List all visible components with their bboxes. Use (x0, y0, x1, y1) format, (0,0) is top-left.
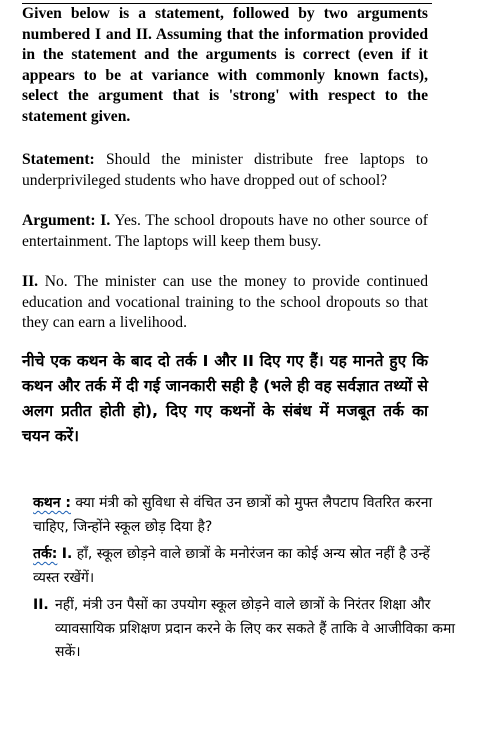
english-argument-1 (22, 211, 428, 252)
argument-2-label: II. (22, 273, 39, 290)
hindi-statement (33, 492, 443, 539)
statement-label: Statement: (22, 151, 95, 168)
hindi-argument-2 (33, 594, 465, 665)
hindi-argument-1 (33, 543, 443, 590)
statement-text: Should the minister distribute free laptops to underprivileged students who have dropped out of school? (22, 151, 428, 189)
english-instruction: Given below is a statement, followed by two arguments numbered I and II. Assuming that the information provided in the statement and the arguments is correct (even if it appears to be at variance with commonly known facts), select the argument that is 'strong' with respect to the statement given. (22, 5, 428, 125)
english-statement (22, 150, 428, 191)
argument-1-text: Yes. The school dropouts have no other source of entertainment. The laptops will keep them busy. (22, 212, 428, 250)
hindi-argument-label: तर्क: (33, 546, 58, 562)
hindi-argument-2-text: नहीं, मंत्री उन पैसों का उपयोग स्कूल छोड़ने वाले छात्रों के निरंतर शिक्षा और व्यावसायिक प्रशिक्षण प्रदान करने के लिए कर सकते हैं ताकि वे आजीविका कमा सकें। (55, 597, 455, 660)
hindi-instruction: नीचे एक कथन के बाद दो तर्क I और II दिए गए हैं। यह मानते हुए कि कथन और तर्क में दी गई जानकारी सही है (भले ही वह सर्वज्ञात तथ्यों से अलग प्रतीत होती हो), दिए गए कथनों के संबंध में मजबूत तर्क का चयन करें। (22, 352, 428, 445)
argument-2-text: No. The minister can use the money to provide continued education and vocational training to the school dropouts so that they can earn a livelihood. (22, 273, 428, 331)
hindi-statement-label: कथन : (33, 495, 71, 511)
hindi-argument-1-num: I. (61, 546, 73, 562)
hindi-argument-2-label: II. (33, 597, 49, 613)
english-argument-2 (22, 272, 428, 334)
hindi-argument-1-text: हाँ, स्कूल छोड़ने वाले छात्रों के मनोरंजन का कोई अन्य स्रोत नहीं है उन्हें व्यस्त रखेंगें। (33, 546, 430, 586)
hindi-statement-text: क्या मंत्री को सुविधा से वंचित उन छात्रों को मुफ्त लैपटाप वितरित करना चाहिए, जिन्होंने स्कूल छोड़ दिया है? (33, 495, 433, 535)
argument-label: Argument: I. (22, 212, 111, 229)
